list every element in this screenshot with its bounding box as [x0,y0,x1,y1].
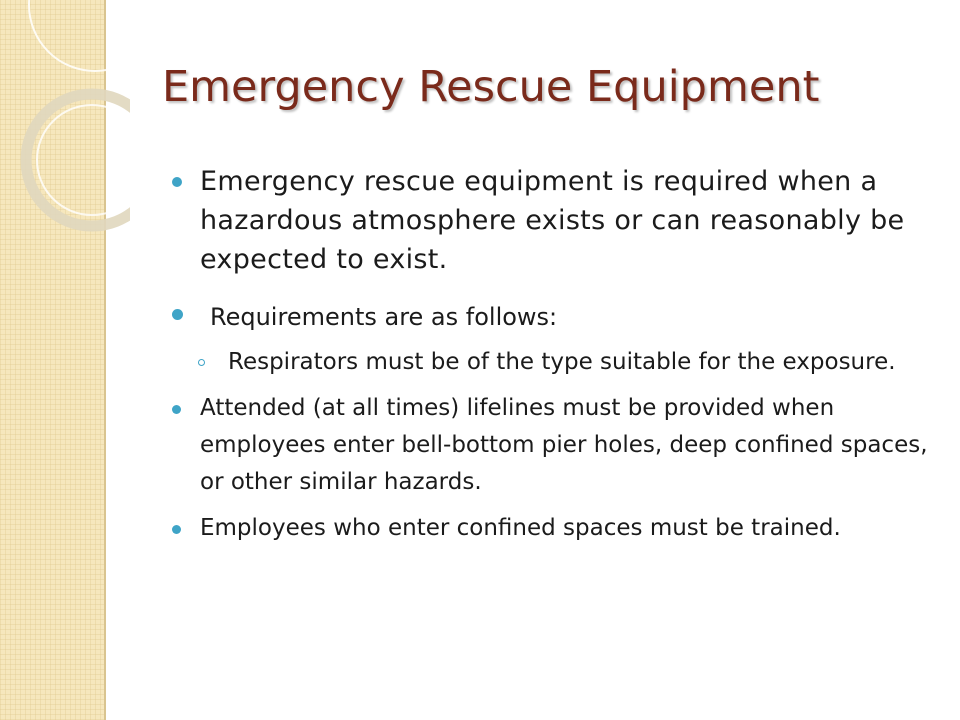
slide-body [168,162,928,556]
slide-title: Emergency Rescue Equipment [162,62,820,112]
bullet-item [168,299,928,335]
bullet-text: Emergency rescue equipment is required when a hazardous atmosphere exists or can reasonably be expected to exist. [200,166,905,275]
bullet-text: Attended (at all times) lifelines must be provided when employees enter bell-bottom pier holes, deep confined spaces, or other similar hazards. [200,395,928,495]
decorative-ring-inner [37,105,130,215]
bullet-dot-icon [172,177,182,187]
bullet-dot-icon [172,405,181,414]
sub-bullet-text: Respirators must be of the type suitable for the exposure. [228,349,896,375]
bullet-text: Requirements are as follows: [210,303,558,331]
decorative-rings [0,0,130,260]
bullet-item [168,390,928,501]
bullet-dot-icon [172,309,183,320]
decorative-ring-large [26,94,130,226]
bullet-text: Employees who enter confined spaces must be trained. [200,515,841,541]
decorative-ring-top [29,0,130,71]
sub-bullet-item [214,344,928,381]
bullet-dot-icon [172,525,181,534]
bullet-item [168,510,928,547]
sub-bullet-ring-icon [198,359,205,366]
bullet-item [168,162,928,279]
